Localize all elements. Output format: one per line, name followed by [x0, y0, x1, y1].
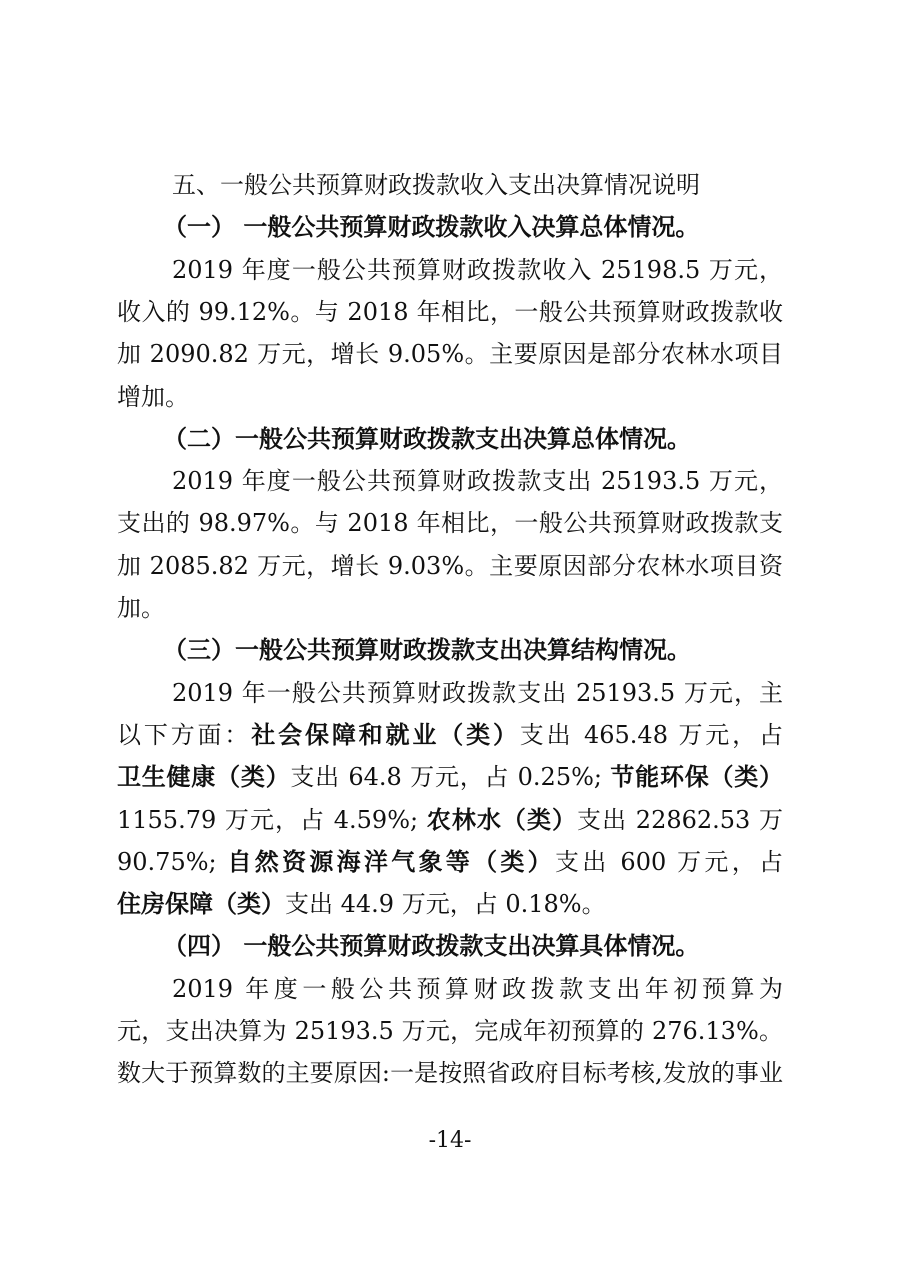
text-segment: 90.75%;	[117, 847, 228, 876]
text-segment: 支出 600 万元，占	[554, 847, 783, 876]
text-line	[117, 847, 783, 877]
text-segment: 收入的 99.12%。与 2018 年相比，一般公共预算财政拨款收	[117, 297, 783, 326]
bold-text: 农林水（类）	[426, 804, 578, 834]
text-segment: 支出的 98.97%。与 2018 年相比，一般公共预算财政拨款支	[117, 509, 783, 538]
text-line	[117, 297, 783, 327]
section-heading	[163, 212, 783, 242]
text-line	[172, 678, 783, 708]
bold-text: （四） 一般公共预算财政拨款支出决算具体情况。	[163, 931, 700, 961]
text-line	[172, 974, 783, 1004]
text-line	[117, 1058, 783, 1088]
text-line	[172, 255, 783, 285]
text-segment: 数大于预算数的主要原因:一是按照省政府目标考核,发放的事业	[117, 1059, 783, 1088]
section-heading	[163, 635, 783, 665]
bold-text: 卫生健康（类）	[117, 762, 291, 792]
bold-text: 自然资源海洋气象等（类）	[227, 846, 555, 876]
text-line	[117, 593, 783, 623]
text-segment: 2019 年一般公共预算财政拨款支出 25193.5 万元，主	[172, 678, 783, 707]
bold-text: 住房保障（类）	[117, 889, 285, 919]
text-segment: 1155.79 万元，占 4.59%;	[117, 805, 427, 834]
text-line	[117, 762, 783, 792]
text-segment: 加 2090.82 万元，增长 9.05%。主要原因是部分农林水项目	[117, 340, 783, 369]
text-segment: 2019 年度一般公共预算财政拨款支出 25193.5 万元，	[172, 467, 783, 496]
bold-text: 社会保障和就业（类）	[251, 719, 520, 749]
page-number: -14-	[428, 1128, 472, 1153]
text-segment: 加。	[117, 594, 165, 622]
text-line	[117, 339, 783, 369]
bold-text: （三）一般公共预算财政拨款支出决算结构情况。	[163, 635, 691, 665]
text-line	[117, 720, 783, 750]
bold-text: 节能环保（类）	[610, 762, 783, 792]
text-segment: 支出 44.9 万元，占 0.18%。	[285, 890, 606, 919]
text-segment: 以下方面：	[117, 720, 252, 749]
text-line	[117, 508, 783, 538]
text-line	[117, 889, 783, 919]
bold-text: （二）一般公共预算财政拨款支出决算总体情况。	[163, 423, 691, 453]
text-segment: 加 2085.82 万元，增长 9.03%。主要原因部分农林水项目资	[117, 551, 783, 580]
text-segment: 增加。	[117, 382, 189, 411]
text-segment: 元，支出决算为 25193.5 万元，完成年初预算的 276.13%。	[117, 1017, 783, 1045]
bold-text: （一） 一般公共预算财政拨款收入决算总体情况。	[163, 212, 700, 242]
section-title	[172, 170, 838, 200]
section-heading	[163, 931, 783, 961]
text-segment: 支出 64.8 万元，占 0.25%;	[290, 763, 611, 792]
text-line	[117, 382, 783, 412]
text-segment: 五、一般公共预算财政拨款收入支出决算情况说明	[172, 171, 700, 199]
text-line	[117, 1016, 783, 1046]
text-segment: 2019 年度一般公共预算财政拨款支出年初预算为	[172, 974, 783, 1003]
text-segment: 2019 年度一般公共预算财政拨款收入 25198.5 万元，	[172, 255, 783, 284]
text-segment: 支出 22862.53 万	[577, 805, 783, 834]
text-segment: 支出 465.48 万元，占	[519, 720, 783, 749]
section-heading	[163, 424, 783, 454]
text-line	[172, 466, 783, 496]
text-line	[117, 805, 783, 835]
text-line	[117, 551, 783, 581]
